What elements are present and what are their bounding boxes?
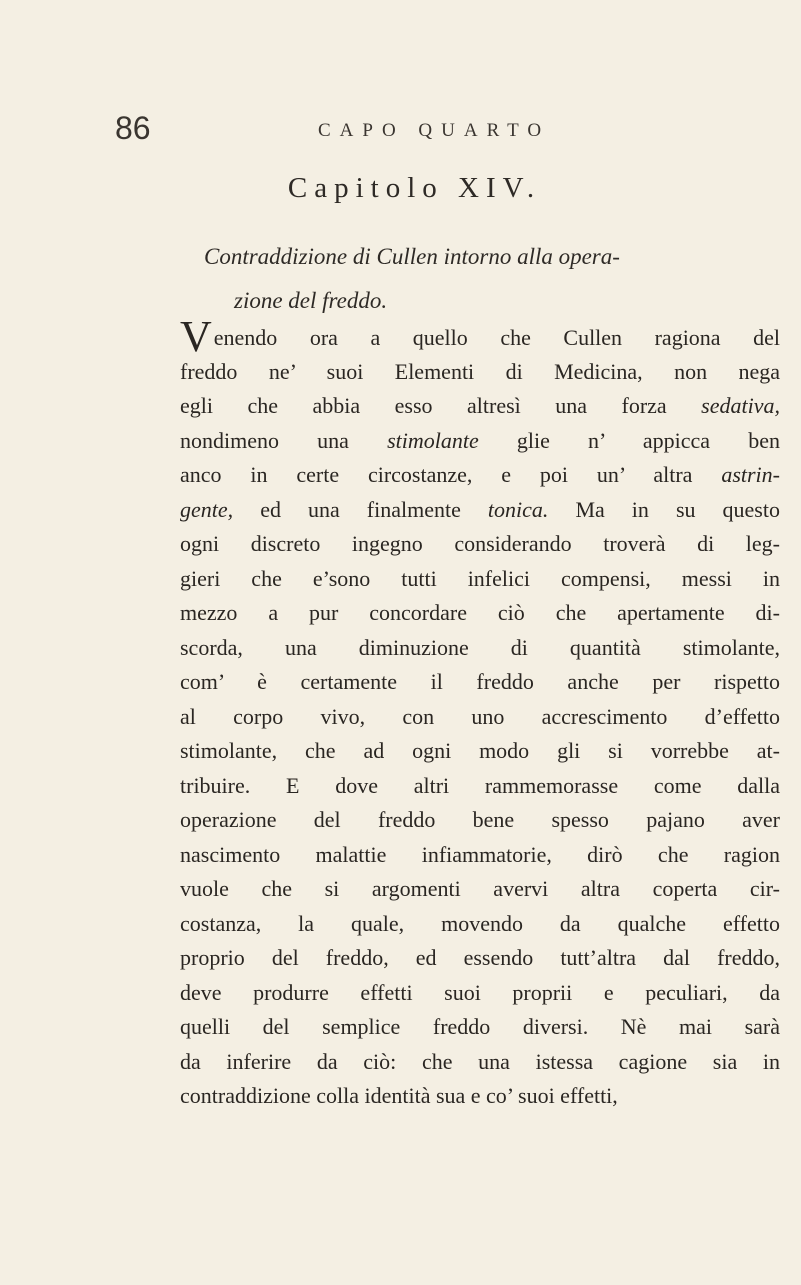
italic-term: stimolante bbox=[387, 427, 479, 453]
running-head bbox=[0, 110, 801, 150]
text-run: ed una finalmente bbox=[233, 496, 488, 522]
text-run: nondimeno una bbox=[180, 427, 388, 453]
subtitle-line: zione del freddo. bbox=[234, 288, 388, 313]
text-line: freddo ne’ suoi Elementi di Medicina, non nega bbox=[180, 358, 780, 384]
text-line: gieri che e’sono tutti infelici compensi, messi in bbox=[180, 565, 780, 591]
text-line bbox=[180, 312, 780, 361]
text-line: mezzo a pur concordare ciò che apertamente di- bbox=[180, 600, 780, 625]
text-run: egli che abbia esso altresì una forza bbox=[180, 393, 702, 418]
text-line: deve produrre effetti suoi proprii e peculiari, da bbox=[180, 979, 780, 1005]
text-line: scorda, una diminuzione di quantità stimolante, bbox=[180, 634, 780, 660]
text-line: contraddizione colla identità sua e co’ suoi effetti, bbox=[180, 1083, 618, 1108]
chapter-title: Capitolo XIV. bbox=[287, 172, 542, 204]
italic-term: sedativa, bbox=[701, 393, 780, 418]
text-line: costanza, la quale, movendo da qualche effetto bbox=[180, 910, 780, 936]
italic-term: gente, bbox=[180, 496, 234, 522]
text-line bbox=[180, 458, 780, 493]
text-line: al corpo vivo, con uno accrescimento d’effetto bbox=[180, 703, 780, 729]
text-line: tribuire. E dove altri rammemorasse come dalla bbox=[180, 772, 780, 798]
text-line: quelli del semplice freddo diversi. Nè mai sarà bbox=[180, 1014, 780, 1039]
text-line: proprio del freddo, ed essendo tutt’altra dal freddo, bbox=[180, 945, 780, 970]
text-line: com’ è certamente il freddo anche per rispetto bbox=[180, 669, 780, 694]
text-line bbox=[180, 424, 780, 459]
text-run: glie n’ appicca ben bbox=[478, 427, 780, 453]
text-run: anco in certe circostanze, e poi un’ altra bbox=[180, 462, 722, 487]
page-number: 86 bbox=[115, 110, 151, 146]
text-line: da inferire da ciò: che una istessa cagione sia in bbox=[180, 1048, 780, 1074]
text-line-content: enendo ora a quello che Cullen ragiona del bbox=[213, 325, 780, 350]
chapter-subtitle bbox=[0, 235, 801, 323]
text-line: operazione del freddo bene spesso pajano aver bbox=[180, 807, 780, 832]
text-line: ogni discreto ingegno considerando troverà di leg- bbox=[180, 531, 780, 556]
text-line bbox=[180, 389, 780, 424]
drop-cap: V bbox=[180, 312, 212, 361]
text-line: vuole che si argomenti avervi altra coperta cir- bbox=[180, 876, 780, 901]
subtitle-line: Contraddizione di Cullen intorno alla opera- bbox=[204, 244, 620, 269]
running-title: CAPO QUARTO bbox=[318, 120, 551, 141]
text-line: nascimento malattie infiammatorie, dirò che ragion bbox=[180, 841, 780, 867]
italic-term: tonica. bbox=[487, 496, 549, 522]
text-line: stimolante, che ad ogni modo gli si vorrebbe at- bbox=[180, 738, 780, 763]
italic-term: astrin- bbox=[721, 462, 780, 487]
text-line bbox=[180, 493, 780, 528]
body-text bbox=[180, 312, 780, 1114]
text-run: Ma in su questo bbox=[548, 496, 780, 522]
